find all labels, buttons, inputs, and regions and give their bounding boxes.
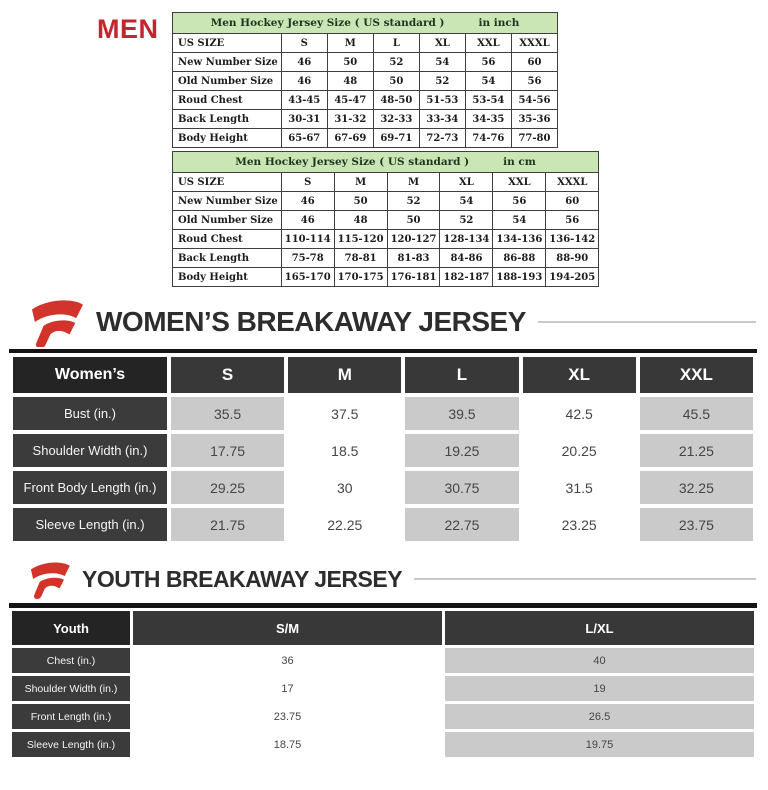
value-cell: 35.5 <box>171 397 284 430</box>
row-header-cell: US SIZE <box>173 34 282 53</box>
men-size-table-cm <box>172 151 596 287</box>
size-header-cell: S/M <box>133 611 442 645</box>
row-header-cell: US SIZE <box>173 173 282 192</box>
value-cell: 54 <box>493 211 546 230</box>
value-cell: 17.75 <box>171 434 284 467</box>
size-header-cell: XXL <box>640 357 753 393</box>
size-table <box>9 353 757 545</box>
value-cell: 46 <box>281 192 334 211</box>
row-label-cell: New Number Size <box>173 192 282 211</box>
table-row <box>12 676 754 701</box>
value-cell: 46 <box>281 211 334 230</box>
value-cell: 53-54 <box>465 91 511 110</box>
men-size-table <box>172 12 558 148</box>
table-row <box>173 110 558 129</box>
value-cell: 45.5 <box>640 397 753 430</box>
women-size-table <box>9 349 757 545</box>
value-cell: 46 <box>281 53 327 72</box>
table-row <box>12 732 754 757</box>
value-cell: 50 <box>373 72 419 91</box>
value-cell: 72-73 <box>419 129 465 148</box>
value-cell: 19.25 <box>405 434 518 467</box>
table-title-text: Men Hockey Jersey Size ( US standard ) <box>235 156 470 168</box>
value-cell: 39.5 <box>405 397 518 430</box>
value-cell: 88-90 <box>546 249 599 268</box>
value-cell: 23.25 <box>523 508 636 541</box>
size-header-cell: XL <box>440 173 493 192</box>
value-cell: 54 <box>440 192 493 211</box>
row-label-cell: Old Number Size <box>173 211 282 230</box>
value-cell: 52 <box>419 72 465 91</box>
value-cell: 74-76 <box>465 129 511 148</box>
value-cell: 31.5 <box>523 471 636 504</box>
value-cell: 194-205 <box>546 268 599 287</box>
value-cell: 48-50 <box>373 91 419 110</box>
value-cell: 19 <box>445 676 754 701</box>
value-cell: 18.5 <box>288 434 401 467</box>
row-label-cell: Back Length <box>173 110 282 129</box>
women-section-header <box>0 295 768 349</box>
row-label-cell: Back Length <box>173 249 282 268</box>
value-cell: 43-45 <box>281 91 327 110</box>
size-header-cell: M <box>387 173 440 192</box>
value-cell: 48 <box>327 72 373 91</box>
corner-header-cell: Women’s <box>13 357 167 393</box>
size-header-cell: XXL <box>465 34 511 53</box>
value-cell: 37.5 <box>288 397 401 430</box>
fanatics-logo-icon <box>28 297 86 347</box>
value-cell: 188-193 <box>493 268 546 287</box>
value-cell: 176-181 <box>387 268 440 287</box>
value-cell: 115-120 <box>334 230 387 249</box>
value-cell: 34-35 <box>465 110 511 129</box>
size-header-cell: XXL <box>493 173 546 192</box>
value-cell: 77-80 <box>511 129 557 148</box>
value-cell: 69-71 <box>373 129 419 148</box>
size-header-cell: S <box>281 34 327 53</box>
table-row <box>12 704 754 729</box>
value-cell: 56 <box>493 192 546 211</box>
youth-section-header <box>0 555 768 603</box>
value-cell: 56 <box>511 72 557 91</box>
size-header-cell: M <box>334 173 387 192</box>
table-header-row <box>12 611 754 645</box>
size-header-cell: L <box>405 357 518 393</box>
size-header-cell: M <box>327 34 373 53</box>
youth-section-title: YOUTH BREAKAWAY JERSEY <box>82 565 403 592</box>
size-header-cell: XXXL <box>511 34 557 53</box>
row-label-cell: Body Height <box>173 268 282 287</box>
value-cell: 67-69 <box>327 129 373 148</box>
value-cell: 48 <box>334 211 387 230</box>
table-title-text: Men Hockey Jersey Size ( US standard ) <box>210 17 445 29</box>
row-label-cell: Roud Chest <box>173 230 282 249</box>
table-title-row <box>173 152 599 173</box>
value-cell: 136-142 <box>546 230 599 249</box>
row-label-cell: Bust (in.) <box>13 397 167 430</box>
value-cell: 56 <box>546 211 599 230</box>
size-header-cell: XL <box>419 34 465 53</box>
value-cell: 78-81 <box>334 249 387 268</box>
table-header-row <box>173 173 599 192</box>
value-cell: 30.75 <box>405 471 518 504</box>
row-label-cell: Sleeve Length (in.) <box>12 732 130 757</box>
men-section-label: MEN <box>97 14 159 44</box>
value-cell: 29.25 <box>171 471 284 504</box>
row-label-cell: Roud Chest <box>173 91 282 110</box>
value-cell: 51-53 <box>419 91 465 110</box>
value-cell: 33-34 <box>419 110 465 129</box>
men-tables <box>172 12 596 287</box>
value-cell: 52 <box>440 211 493 230</box>
value-cell: 128-134 <box>440 230 493 249</box>
row-label-cell: Front Body Length (in.) <box>13 471 167 504</box>
value-cell: 35-36 <box>511 110 557 129</box>
size-header-cell: L/XL <box>445 611 754 645</box>
value-cell: 45-47 <box>327 91 373 110</box>
men-size-table <box>172 151 599 287</box>
size-header-cell: XL <box>523 357 636 393</box>
value-cell: 50 <box>334 192 387 211</box>
youth-size-table <box>9 603 757 760</box>
table-header-row <box>13 357 753 393</box>
size-header-cell: M <box>288 357 401 393</box>
value-cell: 50 <box>387 211 440 230</box>
table-row <box>13 471 753 504</box>
value-cell: 54 <box>419 53 465 72</box>
value-cell: 165-170 <box>281 268 334 287</box>
value-cell: 110-114 <box>281 230 334 249</box>
value-cell: 50 <box>327 53 373 72</box>
table-row <box>173 249 599 268</box>
table-row <box>173 268 599 287</box>
value-cell: 52 <box>387 192 440 211</box>
value-cell: 60 <box>546 192 599 211</box>
value-cell: 134-136 <box>493 230 546 249</box>
table-row <box>173 192 599 211</box>
table-title-cell <box>173 13 558 34</box>
size-header-cell: L <box>373 34 419 53</box>
value-cell: 54-56 <box>511 91 557 110</box>
value-cell: 30-31 <box>281 110 327 129</box>
value-cell: 56 <box>465 53 511 72</box>
value-cell: 60 <box>511 53 557 72</box>
value-cell: 86-88 <box>493 249 546 268</box>
size-header-cell: S <box>171 357 284 393</box>
value-cell: 23.75 <box>640 508 753 541</box>
row-label-cell: New Number Size <box>173 53 282 72</box>
table-unit-text: in inch <box>478 17 520 29</box>
value-cell: 170-175 <box>334 268 387 287</box>
value-cell: 32-33 <box>373 110 419 129</box>
row-label-cell: Chest (in.) <box>12 648 130 673</box>
divider-line <box>414 578 756 580</box>
value-cell: 23.75 <box>133 704 442 729</box>
table-title-cell <box>173 152 599 173</box>
value-cell: 84-86 <box>440 249 493 268</box>
men-section <box>0 0 768 287</box>
value-cell: 31-32 <box>327 110 373 129</box>
value-cell: 42.5 <box>523 397 636 430</box>
table-row <box>173 53 558 72</box>
value-cell: 120-127 <box>387 230 440 249</box>
table-row <box>173 211 599 230</box>
women-section-title: WOMEN’S BREAKAWAY JERSEY <box>96 306 526 337</box>
value-cell: 22.75 <box>405 508 518 541</box>
value-cell: 54 <box>465 72 511 91</box>
corner-header-cell: Youth <box>12 611 130 645</box>
table-row <box>13 434 753 467</box>
row-label-cell: Shoulder Width (in.) <box>13 434 167 467</box>
row-label-cell: Old Number Size <box>173 72 282 91</box>
value-cell: 46 <box>281 72 327 91</box>
row-label-cell: Sleeve Length (in.) <box>13 508 167 541</box>
table-row <box>173 91 558 110</box>
value-cell: 20.25 <box>523 434 636 467</box>
value-cell: 17 <box>133 676 442 701</box>
table-row <box>13 397 753 430</box>
size-header-cell: XXXL <box>546 173 599 192</box>
value-cell: 22.25 <box>288 508 401 541</box>
table-row <box>173 129 558 148</box>
value-cell: 36 <box>133 648 442 673</box>
table-title-row <box>173 13 558 34</box>
table-header-row <box>173 34 558 53</box>
value-cell: 21.25 <box>640 434 753 467</box>
value-cell: 32.25 <box>640 471 753 504</box>
size-header-cell: S <box>281 173 334 192</box>
value-cell: 18.75 <box>133 732 442 757</box>
value-cell: 40 <box>445 648 754 673</box>
table-row <box>13 508 753 541</box>
table-unit-text: in cm <box>503 156 536 168</box>
value-cell: 75-78 <box>281 249 334 268</box>
table-row <box>12 648 754 673</box>
value-cell: 19.75 <box>445 732 754 757</box>
table-row <box>173 72 558 91</box>
value-cell: 81-83 <box>387 249 440 268</box>
divider-line <box>538 321 756 323</box>
row-label-cell: Front Length (in.) <box>12 704 130 729</box>
table-row <box>173 230 599 249</box>
value-cell: 182-187 <box>440 268 493 287</box>
value-cell: 30 <box>288 471 401 504</box>
value-cell: 52 <box>373 53 419 72</box>
row-label-cell: Shoulder Width (in.) <box>12 676 130 701</box>
value-cell: 65-67 <box>281 129 327 148</box>
men-size-table-inch <box>172 12 558 148</box>
size-table <box>9 608 757 760</box>
fanatics-logo-icon <box>28 559 72 599</box>
row-label-cell: Body Height <box>173 129 282 148</box>
value-cell: 26.5 <box>445 704 754 729</box>
value-cell: 21.75 <box>171 508 284 541</box>
